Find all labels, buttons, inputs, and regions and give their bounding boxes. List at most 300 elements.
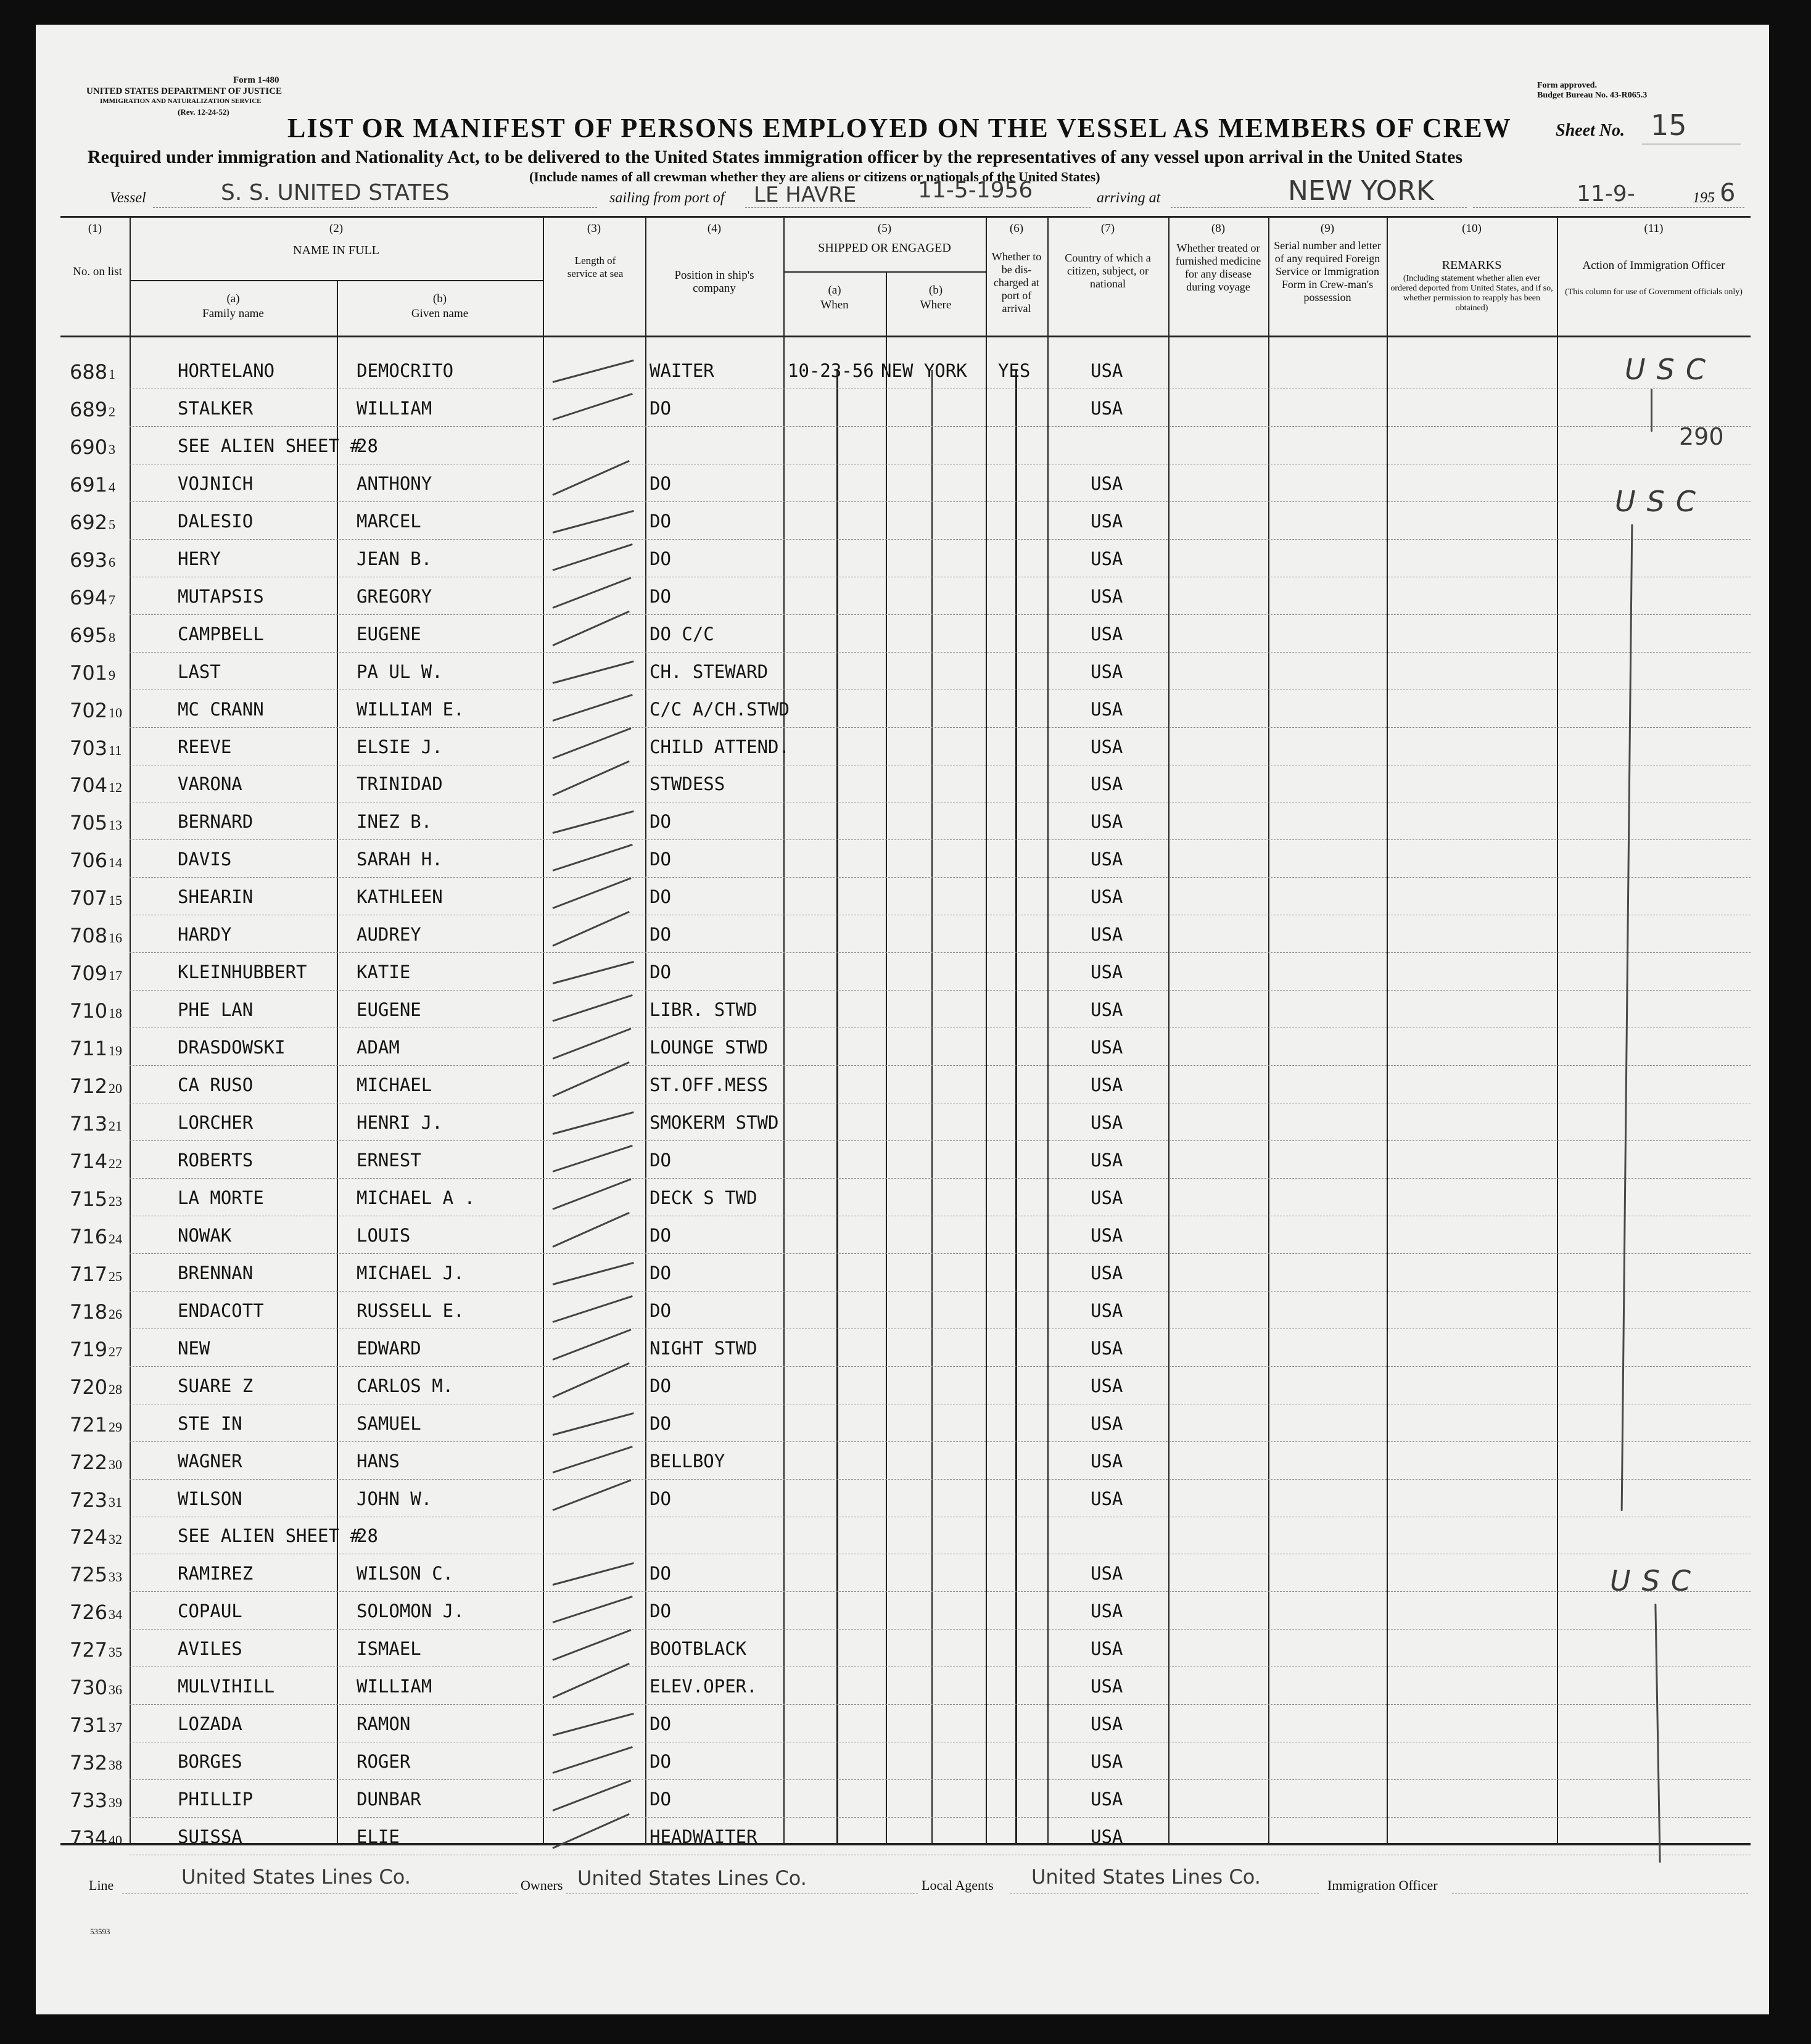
country: USA [1091, 811, 1123, 833]
crew-row [36, 1517, 1769, 1554]
country: USA [1091, 1638, 1123, 1660]
header-given-name: Given name [411, 307, 469, 320]
list-number: 717 [70, 1262, 108, 1286]
header-remarks: REMARKS [1442, 258, 1502, 272]
sequence-number: 8 [109, 629, 115, 645]
arrival-date-year: 6 [1720, 179, 1736, 207]
family-name: NEW [178, 1337, 210, 1359]
list-number: 692 [70, 510, 108, 534]
line-label: Line [89, 1877, 114, 1893]
sequence-number: 28 [109, 1381, 122, 1397]
given-name: PA UL W. [357, 661, 443, 682]
list-number: 722 [70, 1450, 108, 1474]
position: BOOTBLACK [650, 1638, 747, 1660]
country: USA [1091, 661, 1123, 682]
given-name: ELSIE J. [357, 736, 443, 757]
country: USA [1091, 360, 1123, 381]
position: DO [650, 472, 671, 494]
list-number: 719 [70, 1337, 108, 1361]
family-name: DAVIS [178, 849, 232, 870]
family-name: HORTELANO [178, 360, 275, 381]
position: SMOKERM STWD [650, 1112, 779, 1133]
header-name-in-full: NAME IN FULL [293, 244, 379, 257]
sequence-number: 26 [109, 1306, 122, 1322]
department-line: UNITED STATES DEPARTMENT OF JUSTICE [86, 86, 283, 96]
position: DO [650, 397, 671, 419]
family-name: BORGES [178, 1751, 242, 1773]
position: DECK S TWD [650, 1187, 757, 1208]
sequence-number: 32 [109, 1531, 122, 1547]
country: USA [1091, 849, 1123, 870]
shipped-when: 10-23-56 [788, 360, 874, 381]
col-num-9: (9) [1320, 222, 1335, 235]
family-name: WAGNER [178, 1450, 242, 1472]
local-agents-label: Local Agents [922, 1877, 994, 1893]
list-number: 703 [70, 736, 108, 760]
header-b-label: (b) [432, 292, 447, 305]
sequence-number: 29 [109, 1419, 122, 1435]
list-number: 701 [70, 661, 108, 685]
list-number: 690 [70, 435, 108, 459]
position: C/C A/CH.STWD [650, 698, 790, 720]
country: USA [1091, 1037, 1123, 1058]
list-number: 726 [70, 1601, 108, 1625]
family-name: LA MORTE [178, 1187, 264, 1208]
header-a-label: (a) [226, 292, 240, 305]
list-number: 707 [70, 886, 108, 910]
position: DO [650, 1375, 671, 1396]
sequence-number: 30 [109, 1456, 122, 1472]
crew-row [36, 464, 1769, 501]
given-name: 28 [357, 435, 378, 456]
crew-row [36, 1254, 1769, 1291]
owners-label: Owners [521, 1877, 563, 1893]
given-name: TRINIDAD [357, 773, 443, 795]
header-no-on-list: No. on list [73, 265, 122, 278]
crew-row [36, 502, 1769, 539]
given-name: WILLIAM E. [357, 698, 464, 720]
country: USA [1091, 1074, 1123, 1096]
crew-row [36, 690, 1769, 727]
country: USA [1091, 1751, 1123, 1773]
position: LOUNGE STWD [650, 1037, 769, 1058]
manifest-sheet [36, 25, 1769, 2014]
discharged: YES [998, 360, 1031, 381]
crew-row [36, 1667, 1769, 1704]
position: DO [650, 924, 671, 946]
list-number: 702 [70, 698, 108, 722]
given-name: AUDREY [357, 924, 421, 946]
family-name: PHE LAN [178, 999, 254, 1021]
country: USA [1091, 1224, 1123, 1246]
position: DO [650, 1149, 671, 1171]
sailing-label: sailing from port of [609, 190, 725, 206]
header-country: Country of which a citizen, subject, or national [1065, 252, 1151, 290]
local-agents-value: United States Lines Co. [1031, 1865, 1261, 1889]
list-number: 725 [70, 1563, 108, 1587]
family-name: VARONA [178, 773, 242, 795]
country: USA [1091, 1713, 1123, 1735]
form-approved: Form approved. [1537, 81, 1597, 90]
position: BELLBOY [650, 1450, 725, 1472]
family-name: SUARE Z [178, 1375, 254, 1396]
family-name: KLEINHUBBERT [178, 962, 307, 983]
country: USA [1091, 736, 1123, 757]
sequence-number: 10 [109, 704, 122, 720]
given-name: DEMOCRITO [357, 360, 454, 381]
crew-row [36, 1367, 1769, 1404]
given-name: 28 [357, 1525, 378, 1547]
crew-row [36, 802, 1769, 839]
country: USA [1091, 1563, 1123, 1585]
country: USA [1091, 1262, 1123, 1284]
list-number: 720 [70, 1375, 108, 1399]
crew-row [36, 878, 1769, 915]
sequence-number: 40 [109, 1832, 122, 1848]
sequence-number: 12 [109, 780, 122, 796]
sequence-number: 21 [109, 1118, 122, 1134]
family-name: MULVIHILL [178, 1676, 275, 1697]
given-name: EDWARD [357, 1337, 421, 1359]
country: USA [1091, 548, 1123, 569]
col-num-7: (7) [1100, 222, 1115, 235]
list-number: 714 [70, 1149, 108, 1173]
position: LIBR. STWD [650, 999, 757, 1021]
given-name: EUGENE [357, 999, 421, 1021]
position: DO [650, 811, 671, 833]
header-family-name: Family name [202, 307, 264, 320]
header-remarks-note: (Including statement whether alien ever ordered deported from United States, and if so, whether permission to reapply has been obtained) [1390, 274, 1553, 313]
list-number: 706 [70, 849, 108, 873]
owners-value: United States Lines Co. [577, 1866, 807, 1890]
list-number: 709 [70, 962, 108, 986]
position: CHILD ATTEND. [650, 736, 790, 757]
usc-mark-2: USC [1615, 485, 1707, 518]
sequence-number: 35 [109, 1644, 122, 1660]
given-name: WILSON C. [357, 1563, 454, 1585]
crew-row [36, 615, 1769, 652]
position: DO [650, 962, 671, 983]
crew-row [36, 1442, 1769, 1479]
country: USA [1091, 1375, 1123, 1396]
family-name: STE IN [178, 1412, 242, 1434]
form-stamp: 53593 [90, 1927, 110, 1936]
crew-row [36, 728, 1769, 765]
family-name: CA RUSO [178, 1074, 254, 1096]
col-num-5: (5) [877, 222, 892, 235]
given-name: WILLIAM [357, 1676, 432, 1697]
crew-row [36, 991, 1769, 1028]
crew-row [36, 352, 1769, 389]
country: USA [1091, 999, 1123, 1021]
country: USA [1091, 585, 1123, 607]
list-number: 715 [70, 1187, 108, 1211]
position: DO [650, 1224, 671, 1246]
crew-row [36, 1066, 1769, 1103]
family-name: DALESIO [178, 510, 254, 532]
family-name: STALKER [178, 397, 254, 419]
crew-row [36, 1780, 1769, 1817]
family-name: ENDACOTT [178, 1300, 264, 1321]
given-name: KATHLEEN [357, 886, 443, 908]
form-revision: (Rev. 12-24-52) [178, 107, 229, 117]
service-line: IMMIGRATION AND NATURALIZATION SERVICE [100, 97, 262, 105]
crew-row [36, 1554, 1769, 1591]
crew-row [36, 577, 1769, 614]
sequence-number: 13 [109, 817, 122, 833]
sequence-number: 7 [109, 591, 115, 608]
country: USA [1091, 397, 1123, 419]
sequence-number: 15 [109, 892, 122, 909]
country: USA [1091, 698, 1123, 720]
position: NIGHT STWD [650, 1337, 757, 1359]
sequence-number: 39 [109, 1795, 122, 1811]
given-name: EUGENE [357, 623, 421, 645]
header-5b-label: (b) [928, 284, 943, 297]
given-name: LOUIS [357, 1224, 411, 1246]
crew-row [36, 1818, 1769, 1855]
sequence-number: 25 [109, 1268, 122, 1284]
col-num-10: (10) [1462, 222, 1482, 235]
crew-row [36, 1592, 1769, 1629]
list-number: 732 [70, 1751, 108, 1775]
immigration-officer-label: Immigration Officer [1327, 1877, 1438, 1893]
family-name: DRASDOWSKI [178, 1037, 286, 1058]
sequence-number: 3 [109, 441, 115, 457]
header-position: Position in ship's company [674, 269, 754, 295]
position: DO [650, 1412, 671, 1434]
family-name: HARDY [178, 924, 232, 946]
list-number: 693 [70, 548, 108, 572]
header-treated: Whether treated or furnished medicine for any disease during voyage [1175, 242, 1261, 293]
include-note: (Include names of all crewman whether they are aliens or citizens or nationals of the United States) [529, 169, 1100, 184]
sequence-number: 34 [109, 1607, 122, 1623]
sequence-number: 27 [109, 1343, 122, 1359]
sequence-number: 22 [109, 1155, 122, 1171]
given-name: RUSSELL E. [357, 1300, 464, 1321]
departure-date: 11-5-1956 [918, 178, 1033, 203]
given-name: ISMAEL [357, 1638, 421, 1660]
list-number: 723 [70, 1488, 108, 1512]
family-name: VOJNICH [178, 472, 254, 494]
sequence-number: 38 [109, 1757, 122, 1773]
country: USA [1091, 1789, 1123, 1810]
sequence-number: 20 [109, 1081, 122, 1097]
crew-row [36, 389, 1769, 426]
sequence-number: 18 [109, 1005, 122, 1021]
family-name: WILSON [178, 1488, 242, 1509]
given-name: MICHAEL A . [357, 1187, 476, 1208]
crew-row [36, 1404, 1769, 1441]
position: ST.OFF.MESS [650, 1074, 769, 1096]
header-length-service: Length of service at sea [567, 255, 624, 279]
col-num-1: (1) [88, 222, 102, 235]
country: USA [1091, 1450, 1123, 1472]
list-number: 688 [70, 360, 108, 384]
family-name: MC CRANN [178, 698, 264, 720]
given-name: ADAM [357, 1037, 400, 1058]
crew-row [36, 840, 1769, 877]
given-name: KATIE [357, 962, 411, 983]
crew-row [36, 1742, 1769, 1779]
form-number: Form 1-480 [233, 75, 279, 85]
given-name: SOLOMON J. [357, 1601, 464, 1622]
crew-row [36, 953, 1769, 990]
list-number: 710 [70, 999, 108, 1023]
required-statement: Required under immigration and Nationality Act, to be delivered to the United States immigration officer by the representatives of any vessel upon arrival in the United States [88, 147, 1463, 167]
country: USA [1091, 1488, 1123, 1509]
sequence-number: 37 [109, 1720, 122, 1736]
country: USA [1091, 1187, 1123, 1208]
position: DO [650, 1563, 671, 1585]
position: DO C/C [650, 623, 714, 645]
vessel-label: Vessel [110, 190, 146, 206]
crew-row [36, 1179, 1769, 1216]
list-number: 694 [70, 585, 108, 609]
family-name: AVILES [178, 1638, 242, 1660]
given-name: HENRI J. [357, 1112, 443, 1133]
sequence-number: 5 [109, 516, 115, 532]
crew-row [36, 653, 1769, 690]
family-name: SEE ALIEN SHEET # [178, 1525, 361, 1547]
position: DO [650, 585, 671, 607]
country: USA [1091, 1112, 1123, 1133]
position: WAITER [650, 360, 714, 381]
family-name: CAMPBELL [178, 623, 264, 645]
position: DO [650, 849, 671, 870]
family-name: ROBERTS [178, 1149, 254, 1171]
given-name: RAMON [357, 1713, 411, 1735]
sheet-number: 15 [1651, 109, 1687, 142]
sequence-number: 1 [109, 366, 115, 382]
header-shipped-engaged: SHIPPED OR ENGAGED [818, 241, 951, 255]
position: DO [650, 1751, 671, 1773]
family-name: LOZADA [178, 1713, 242, 1735]
usc-mark-1: USC [1625, 353, 1717, 386]
given-name: WILLIAM [357, 397, 432, 419]
given-name: SARAH H. [357, 849, 443, 870]
arrival-date-century: 195 [1693, 190, 1715, 206]
header-action-note: (This column for use of Government officials only) [1565, 287, 1743, 297]
given-name: JEAN B. [357, 548, 432, 569]
given-name: MICHAEL [357, 1074, 432, 1096]
country: USA [1091, 1337, 1123, 1359]
departure-port: LE HAVRE [754, 183, 857, 207]
position: DO [650, 1601, 671, 1622]
given-name: SAMUEL [357, 1412, 421, 1434]
given-name: ELIE [357, 1826, 400, 1848]
country: USA [1091, 623, 1123, 645]
sequence-number: 19 [109, 1043, 122, 1059]
given-name: JOHN W. [357, 1488, 432, 1509]
sheet-label: Sheet No. [1556, 121, 1625, 140]
sequence-number: 24 [109, 1230, 122, 1247]
family-name: HERY [178, 548, 221, 569]
list-number: 724 [70, 1525, 108, 1549]
sequence-number: 6 [109, 554, 115, 570]
given-name: MICHAEL J. [357, 1262, 464, 1284]
family-name: COPAUL [178, 1601, 242, 1622]
family-name: MUTAPSIS [178, 585, 264, 607]
list-number: 712 [70, 1074, 108, 1098]
position: DO [650, 1300, 671, 1321]
list-number: 713 [70, 1112, 108, 1135]
crew-row [36, 1630, 1769, 1667]
position: DO [650, 1789, 671, 1810]
sequence-number: 14 [109, 855, 122, 871]
sequence-number: 17 [109, 968, 122, 984]
family-name: RAMIREZ [178, 1563, 254, 1585]
family-name: SHEARIN [178, 886, 254, 908]
list-number: 734 [70, 1826, 108, 1850]
crew-row [36, 1480, 1769, 1517]
list-number: 733 [70, 1789, 108, 1813]
header-where: Where [920, 299, 952, 311]
header-5a-label: (a) [828, 284, 841, 297]
family-name: NOWAK [178, 1224, 232, 1246]
position: DO [650, 1262, 671, 1284]
country: USA [1091, 1601, 1123, 1622]
col-num-8: (8) [1211, 222, 1226, 235]
list-number: 708 [70, 924, 108, 948]
country: USA [1091, 1676, 1123, 1697]
given-name: GREGORY [357, 585, 432, 607]
sequence-number: 36 [109, 1682, 122, 1698]
position: DO [650, 1488, 671, 1509]
position: ELEV.OPER. [650, 1676, 757, 1697]
crew-row [36, 1028, 1769, 1065]
sequence-number: 16 [109, 930, 122, 946]
crew-row [36, 540, 1769, 577]
country: USA [1091, 510, 1123, 532]
position: HEADWAITER [650, 1826, 757, 1848]
header-when: When [820, 299, 849, 311]
crew-row [36, 915, 1769, 952]
arrival-date-day: 11-9- [1577, 181, 1635, 207]
list-number: 727 [70, 1638, 108, 1662]
country: USA [1091, 1300, 1123, 1321]
list-number: 731 [70, 1713, 108, 1737]
crew-row [36, 1292, 1769, 1329]
list-number: 705 [70, 811, 108, 835]
arrival-port: NEW YORK [1288, 175, 1434, 207]
family-name: LAST [178, 661, 221, 682]
crew-row [36, 1216, 1769, 1253]
country: USA [1091, 1826, 1123, 1848]
country: USA [1091, 924, 1123, 946]
shipped-where: NEW YORK [881, 360, 967, 381]
crew-row [36, 1103, 1769, 1140]
position: STWDESS [650, 773, 725, 795]
sheet-290-mark: 290 [1679, 423, 1724, 450]
given-name: ROGER [357, 1751, 411, 1773]
given-name: DUNBAR [357, 1789, 421, 1810]
budget-bureau-number: Budget Bureau No. 43-R065.3 [1537, 91, 1648, 100]
vessel-name: S. S. UNITED STATES [221, 180, 450, 205]
crew-row [36, 427, 1769, 464]
col-num-6: (6) [1009, 222, 1024, 235]
list-number: 730 [70, 1676, 108, 1700]
given-name: ERNEST [357, 1149, 421, 1171]
given-name: CARLOS M. [357, 1375, 454, 1396]
arriving-label: arriving at [1097, 190, 1161, 206]
position: CH. STEWARD [650, 661, 769, 682]
position: DO [650, 1713, 671, 1735]
crew-row [36, 765, 1769, 802]
header-discharged: Whether to be dis-charged at port of arrival [991, 250, 1042, 315]
position: DO [650, 886, 671, 908]
crew-row [36, 1329, 1769, 1366]
